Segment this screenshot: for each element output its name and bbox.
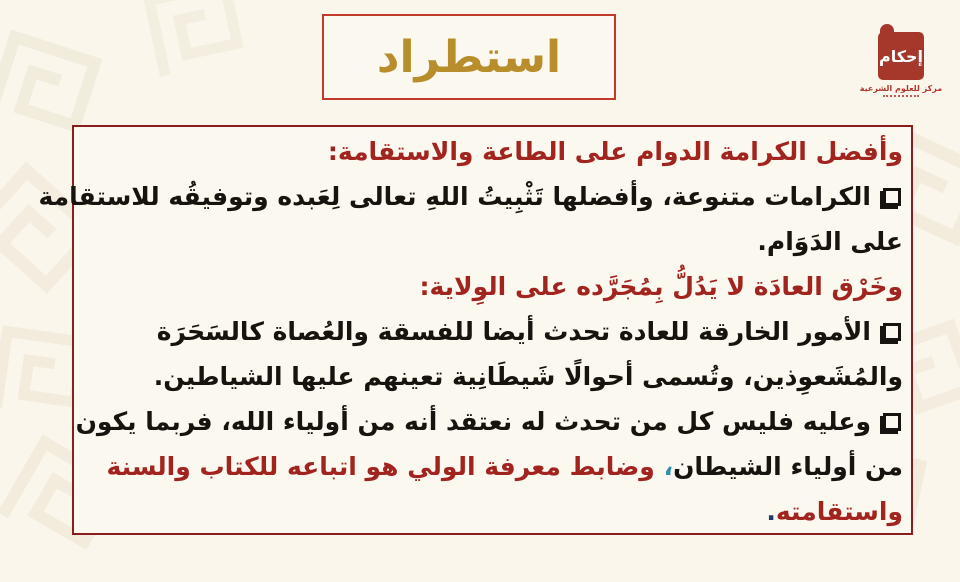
logo-caption: مركز للعلوم الشرعية: [859, 84, 943, 93]
body-line: [80, 354, 903, 399]
slide-title-box: [322, 14, 616, 100]
text-segment: وعليه فليس كل من تحدث له نعتقد أنه من أولياء الله، فربما يكون: [75, 407, 871, 436]
checkbox-bullet-icon: [883, 188, 901, 206]
text-segment: من أولياء الشيطان: [673, 452, 903, 481]
text-segment: الكرامات متنوعة، وأفضلها تَثْبِيتُ اللهِ تعالى لِعَبده وتوفيقُه للاستقامة: [38, 182, 871, 211]
kufic-pattern-icon: [130, 0, 260, 95]
heading-line: [80, 264, 903, 309]
checkbox-bullet-icon: [883, 413, 901, 431]
text-segment: ،: [663, 452, 674, 481]
text-segment: على الدَوَام.: [757, 227, 903, 256]
text-segment: واستقامته: [775, 497, 903, 526]
checkbox-bullet-icon: [883, 323, 901, 341]
text-segment: .: [766, 497, 776, 526]
body-line: [75, 399, 903, 444]
body-line: [80, 489, 903, 534]
center-logo: [858, 24, 944, 97]
body-line: [80, 444, 903, 489]
text-segment: وأفضل الكرامة الدوام على الطاعة والاستقامة:: [327, 137, 903, 166]
content-lines: [38, 129, 903, 534]
heading-line: [80, 129, 903, 174]
body-line: [38, 174, 903, 219]
text-segment: وخَرْق العادَة لا يَدُلُّ بِمُجَرَّده على الوِلاية:: [419, 272, 903, 301]
text-segment: الأمور الخارقة للعادة تحدث أيضا للفسقة والعُصاة كالسَحَرَة: [156, 317, 871, 346]
logo-tagline-scribble: [883, 95, 919, 97]
body-line: [80, 309, 903, 354]
logo-name: إحكام: [878, 46, 924, 66]
text-segment: والمُشَعوِذين، وتُسمى أحوالًا شَيطَانِية تعينهم عليها الشياطين.: [153, 362, 903, 391]
body-line: [80, 219, 903, 264]
text-segment: [655, 452, 664, 481]
logo-badge: [878, 32, 924, 80]
content-box: [38, 125, 913, 535]
slide-title: استطراد: [376, 31, 562, 83]
text-segment: وضابط معرفة الولي هو اتباعه للكتاب والسنة: [106, 452, 655, 481]
